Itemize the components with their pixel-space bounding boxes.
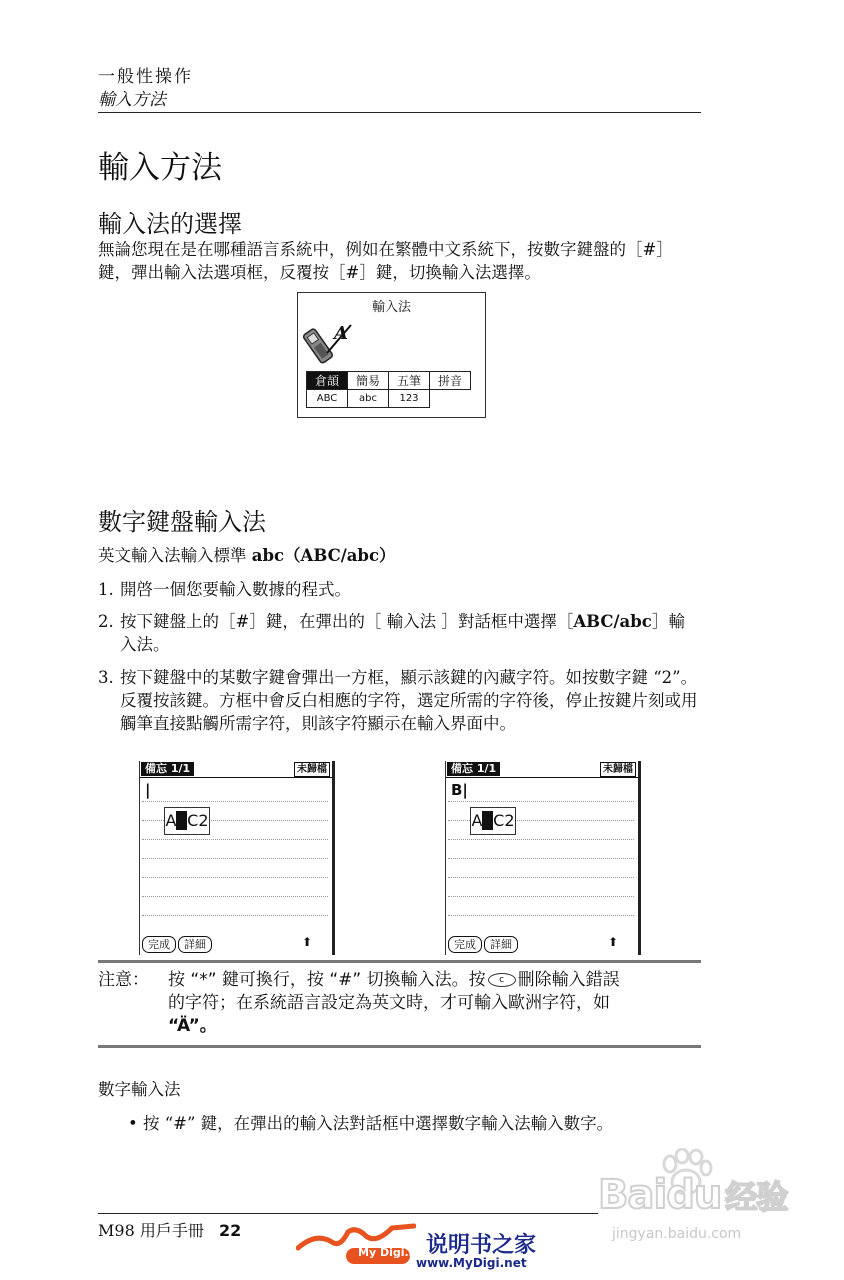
note-line1a: 按 “*” 鍵可換行，按 “#” 切換輸入法。按 bbox=[168, 970, 486, 990]
note-line2: 的字符；在系統語言設定為英文時，才可輸入歐洲字符，如 bbox=[168, 993, 610, 1013]
clear-key-icon bbox=[488, 973, 516, 987]
baidu-url: jingyan.baidu.com bbox=[612, 1226, 742, 1242]
page-title: 輸入方法 bbox=[98, 150, 222, 186]
method-numeric[interactable]: 123 bbox=[389, 390, 430, 408]
popup-char-a[interactable]: A bbox=[471, 811, 483, 830]
footer-rule bbox=[98, 1213, 598, 1214]
note-line3: “Ä”。 bbox=[168, 1016, 217, 1036]
page-number: 22 bbox=[218, 1221, 242, 1240]
subheading-abc-bold: abc（ABC/abc） bbox=[251, 546, 396, 565]
numeric-bullet: • 按 “#” 鍵，在彈出的輸入法對話框中選擇數字輸入法輸入數字。 bbox=[128, 1114, 614, 1133]
method-jianyi[interactable]: 簡易 bbox=[348, 372, 389, 390]
subheading-abc-prefix: 英文輸入法輸入標準 bbox=[98, 546, 252, 565]
char-popup[interactable] bbox=[470, 807, 516, 835]
memo-title: 備忘 1/1 bbox=[447, 762, 500, 776]
svg-text:A: A bbox=[334, 323, 348, 344]
done-button[interactable]: 完成 bbox=[142, 936, 176, 953]
memo-category[interactable]: 未歸檔 bbox=[294, 762, 330, 777]
dialog-title: 輸入法 bbox=[371, 300, 411, 315]
input-method-dialog bbox=[297, 292, 486, 418]
clear-key-glyph: c bbox=[499, 975, 505, 985]
method-abc-upper[interactable]: ABC bbox=[307, 390, 348, 408]
shift-arrow-icon[interactable]: ⬆ bbox=[607, 935, 618, 949]
details-button[interactable]: 詳細 bbox=[178, 936, 212, 953]
step-number: 1. bbox=[98, 580, 114, 599]
step-text: 按下鍵盤中的某數字鍵會彈出一方框，顯示該鍵的內藏字符。如按數字鍵 “2”。反覆按該鍵。方框中會反白相應的字符，選定所需的字符後，停止按鍵片刻或用觸筆直接點觸所需字符，則該字符顯示在輸入界面中。 bbox=[120, 668, 698, 733]
mydigi-url: www.MyDigi.net bbox=[416, 1256, 527, 1270]
method-cangjie[interactable]: 倉頡 bbox=[307, 372, 348, 390]
popup-char-a[interactable]: A bbox=[165, 811, 177, 830]
method-pinyin[interactable]: 拼音 bbox=[430, 372, 471, 390]
step-text-b: ］輸入法。 bbox=[120, 612, 685, 654]
baidu-logo bbox=[598, 1172, 787, 1218]
popup-char-c2[interactable]: C2 bbox=[493, 811, 515, 830]
footer-manual bbox=[98, 1218, 241, 1241]
baidu-logo-a: Bai bbox=[598, 1172, 667, 1218]
subheading-abc bbox=[98, 544, 698, 567]
details-button[interactable]: 詳細 bbox=[484, 936, 518, 953]
method-wubi[interactable]: 五筆 bbox=[389, 372, 430, 390]
popup-char-b-highlighted[interactable]: B bbox=[482, 811, 494, 830]
popup-char-c2[interactable]: C2 bbox=[187, 811, 209, 830]
mydigi-logo-swoosh bbox=[296, 1222, 416, 1268]
running-header-subsection: 輸入方法 bbox=[98, 90, 166, 110]
memo-screen-1 bbox=[139, 761, 335, 955]
shift-arrow-icon[interactable]: ⬆ bbox=[301, 935, 312, 949]
footer-manual-label: M98 用戶手冊 bbox=[98, 1221, 204, 1240]
step-text: 開啓一個您要輸入數據的程式。 bbox=[120, 580, 351, 599]
step-number: 3. bbox=[98, 668, 114, 687]
done-button[interactable]: 完成 bbox=[448, 936, 482, 953]
popup-char-b-highlighted[interactable]: B bbox=[176, 811, 188, 830]
memo-title-bar bbox=[446, 761, 638, 778]
method-abc-lower[interactable]: abc bbox=[348, 390, 389, 408]
section-body-input-select: 無論您現在是在哪種語言系統中，例如在繁體中文系統下，按數字鍵盤的［#］鍵，彈出輸入法選項框，反覆按［#］鍵，切換輸入法選擇。 bbox=[98, 240, 673, 282]
note-label: 注意： bbox=[98, 970, 149, 990]
step-text-bold: ABC/abc bbox=[573, 612, 652, 631]
header-divider bbox=[98, 112, 701, 113]
mydigi-logo: My Digi.net bbox=[358, 1246, 430, 1259]
memo-category[interactable]: 未歸檔 bbox=[600, 762, 636, 777]
memo-typed-text: B| bbox=[451, 781, 468, 799]
baidu-jingyan: 经验 bbox=[725, 1178, 788, 1216]
input-method-grid bbox=[306, 371, 471, 408]
section-heading-keypad: 數字鍵盤輸入法 bbox=[98, 508, 266, 536]
step-text-a: 按下鍵盤上的［#］鍵，在彈出的［ 輸入法 ］對話框中選擇［ bbox=[120, 612, 574, 631]
mydigi-title: 说明书之家 bbox=[426, 1233, 537, 1258]
step-number: 2. bbox=[98, 612, 114, 631]
char-popup[interactable] bbox=[164, 807, 210, 835]
memo-screen-2 bbox=[445, 761, 641, 955]
section-heading-input-select: 輸入法的選擇 bbox=[98, 210, 242, 238]
note-line1b: 刪除輸入錯誤 bbox=[517, 970, 620, 990]
baidu-logo-b: du bbox=[666, 1172, 722, 1218]
numeric-heading: 數字輸入法 bbox=[98, 1080, 181, 1099]
step-text bbox=[120, 610, 698, 656]
note-top-rule bbox=[98, 960, 701, 963]
memo-title: 備忘 1/1 bbox=[141, 762, 194, 776]
memo-title-bar bbox=[140, 761, 332, 778]
running-header-section: 一般性操作 bbox=[98, 67, 193, 87]
phone-pen-icon bbox=[301, 317, 357, 367]
memo-typed-text: | bbox=[145, 781, 151, 799]
note-bottom-rule bbox=[98, 1045, 701, 1048]
